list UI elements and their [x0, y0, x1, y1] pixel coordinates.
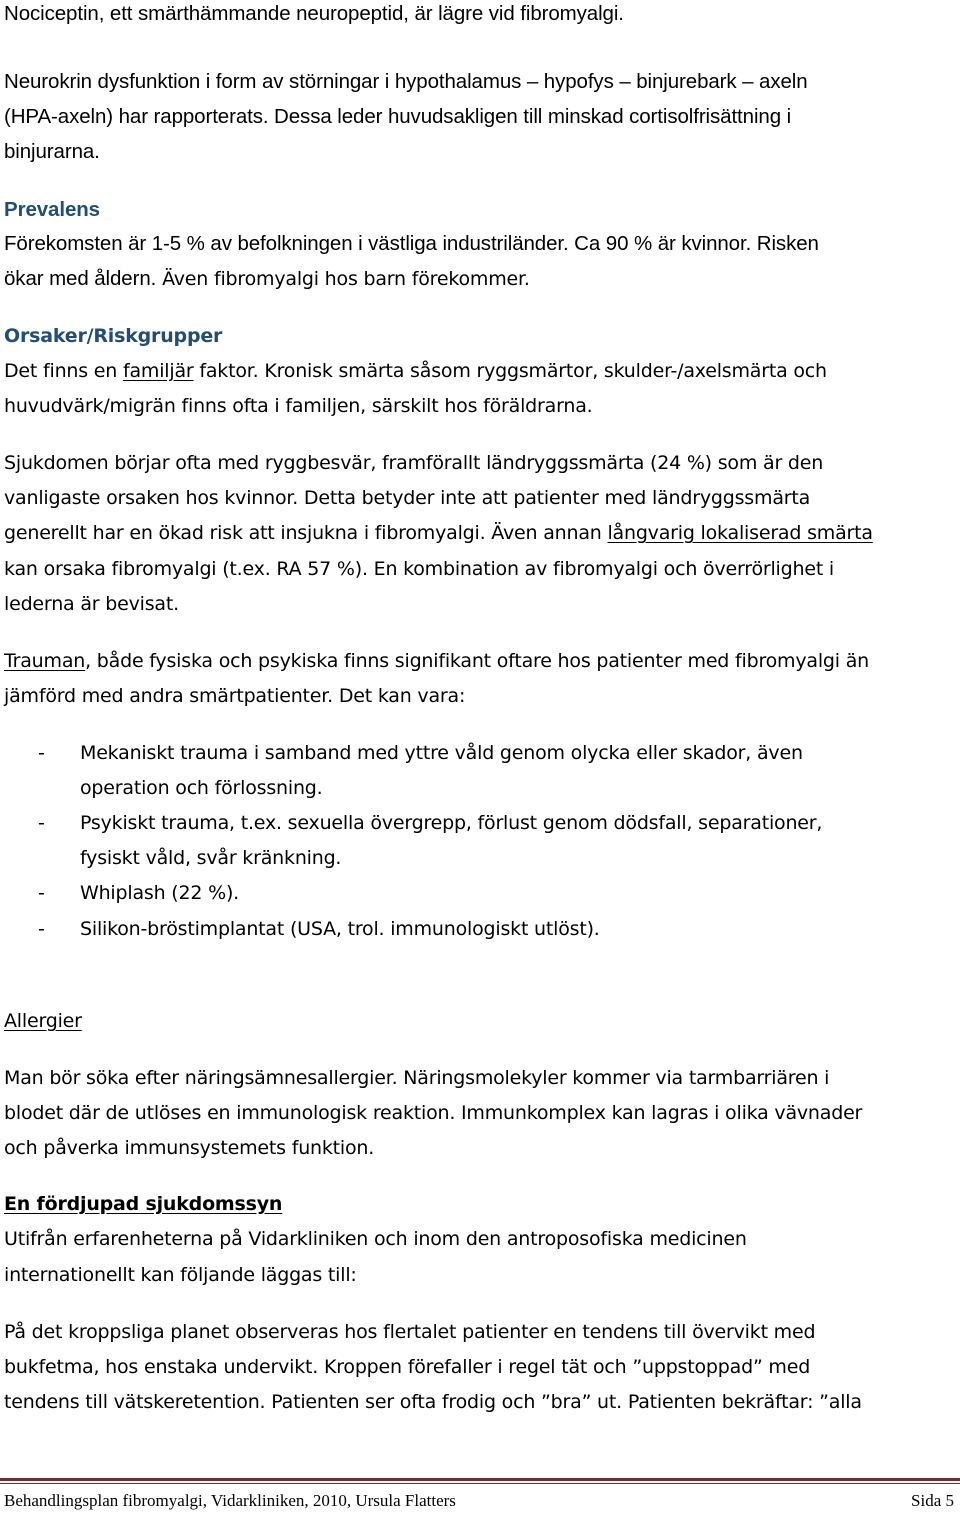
text-line: och påverka immunsystemets funktion. — [4, 1137, 375, 1159]
section-heading-allergier[interactable]: Allergier — [4, 1010, 82, 1032]
text-line: lederna är bevisat. — [4, 593, 179, 615]
bullet-dash: - — [38, 812, 45, 834]
text-line — [4, 519, 873, 547]
text-line: huvudvärk/migrän finns ofta i familjen, särskilt hos föräldrarna. — [4, 395, 593, 417]
footer-rule — [0, 1478, 960, 1481]
list-item-text: Psykiskt trauma, t.ex. sexuella övergrepp, förlust genom dödsfall, separationer, — [80, 812, 823, 834]
text-line: Utifrån erfarenheterna på Vidarkliniken och inom den antroposofiska medicinen — [4, 1228, 747, 1250]
list-item-text: Whiplash (22 %). — [80, 882, 240, 904]
text-span: Även fibromyalgi hos barn förekommer. — [156, 268, 530, 290]
list-item-text: Mekaniskt trauma i samband med yttre våld genom olycka eller skador, även — [80, 742, 803, 764]
text-span: faktor. Kronisk smärta såsom ryggsmärtor, skulder-/axelsmärta och — [193, 360, 827, 382]
text-line: internationellt kan följande läggas till: — [4, 1264, 357, 1286]
text-line: bukfetma, hos enstaka undervikt. Kroppen förefaller i regel tät och ”uppstoppad” med — [4, 1356, 811, 1378]
text-line: Sjukdomen börjar ofta med ryggbesvär, framförallt ländryggssmärta (24 %) som är den — [4, 452, 824, 474]
text-line: kan orsaka fibromyalgi (t.ex. RA 57 %). En kombination av fibromyalgi och överrörlighet i — [4, 558, 835, 580]
footer-title: Behandlingsplan fibromyalgi, Vidarkliniken, 2010, Ursula Flatters — [4, 1491, 456, 1510]
text-line: Förekomsten är 1-5 % av befolkningen i västliga industriländer. Ca 90 % är kvinnor. Risken — [4, 232, 819, 255]
bullet-dash: - — [38, 918, 45, 940]
footer-rule-thin — [0, 1483, 960, 1484]
text-line: jämförd med andra smärtpatienter. Det kan vara: — [4, 685, 466, 707]
link-familjar[interactable]: familjär — [122, 360, 194, 382]
text-line: På det kroppsliga planet observeras hos flertalet patienter en tendens till övervikt med — [4, 1321, 816, 1343]
link-langvarig-smarta[interactable]: långvarig lokaliserad smärta — [607, 522, 873, 544]
section-heading-orsaker: Orsaker/Riskgrupper — [4, 325, 223, 347]
section-heading-prevalens: Prevalens — [4, 198, 100, 221]
text-span: , både fysiska och psykiska finns signifikant oftare hos patienter med fibromyalgi än — [85, 650, 869, 672]
list-item-text: Silikon-bröstimplantat (USA, trol. immunologiskt utlöst). — [80, 918, 600, 940]
text-line — [4, 357, 827, 385]
text-span: generellt har en ökad risk att insjukna i fibromyalgi. Även annan — [4, 522, 608, 544]
bullet-dash: - — [38, 742, 45, 764]
text-span: ökar med åldern. — [4, 267, 157, 290]
list-item-text: fysiskt våld, svår kränkning. — [80, 847, 342, 869]
text-line: Nociceptin, ett smärthämmande neuropeptid, är lägre vid fibromyalgi. — [4, 2, 624, 25]
page-footer — [4, 1488, 954, 1514]
text-line: Neurokrin dysfunktion i form av störningar i hypothalamus – hypofys – binjurebark – axeln — [4, 70, 808, 93]
page-number: Sida 5 — [911, 1491, 954, 1510]
text-line: Man bör söka efter näringsämnesallergier. Näringsmolekyler kommer via tarmbarriären i — [4, 1067, 830, 1089]
link-trauman[interactable]: Trauman — [4, 650, 86, 672]
list-item-text: operation och förlossning. — [80, 777, 323, 799]
section-heading-fordjupad: En fördjupad sjukdomssyn — [4, 1193, 283, 1215]
text-line — [4, 265, 530, 293]
text-line — [4, 647, 869, 675]
text-line: binjurarna. — [4, 140, 100, 163]
text-line: vanligaste orsaken hos kvinnor. Detta betyder inte att patienter med ländryggssmärta — [4, 487, 811, 509]
text-span: Det finns en — [4, 360, 123, 382]
text-line: tendens till vätskeretention. Patienten ser ofta frodig och ”bra” ut. Patienten bekräftar: ”alla — [4, 1391, 862, 1413]
text-line: blodet där de utlöses en immunologisk reaktion. Immunkomplex kan lagras i olika vävnader — [4, 1102, 863, 1124]
bullet-dash: - — [38, 882, 45, 904]
text-line: (HPA-axeln) har rapporterats. Dessa leder huvudsakligen till minskad cortisolfrisättning i — [4, 105, 792, 128]
